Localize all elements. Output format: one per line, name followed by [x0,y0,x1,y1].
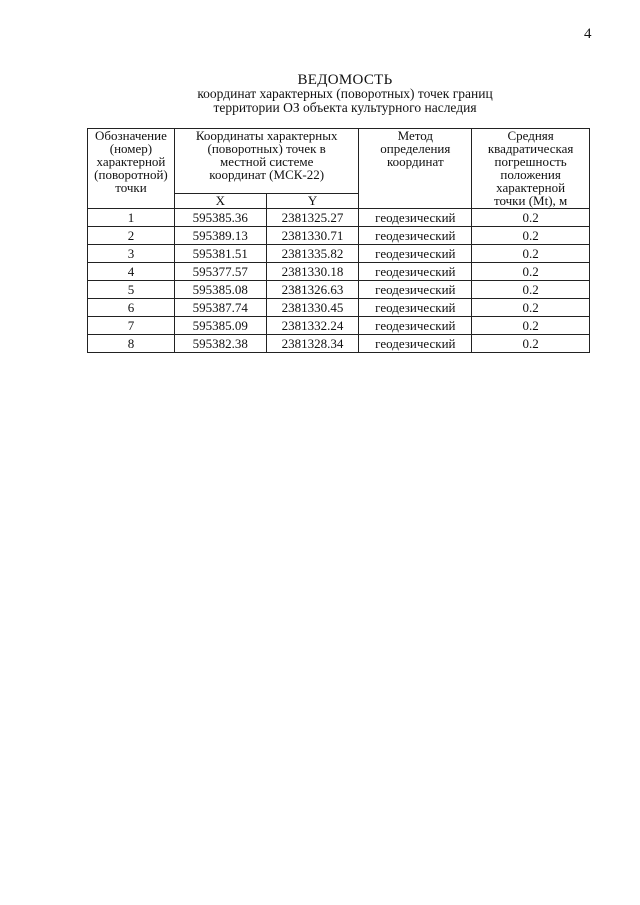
header-x: X [174,194,266,209]
error-mt: 0.2 [472,281,590,299]
header-coordinates: Координаты характерных (поворотных) точек в местной системе координат (МСК-22) [174,129,359,194]
coord-y: 2381328.34 [266,335,359,353]
coord-x: 595385.08 [174,281,266,299]
table-row [88,299,590,317]
coord-y: 2381330.71 [266,227,359,245]
title-line-1: координат характерных (поворотных) точек границ [197,86,493,101]
method: геодезический [359,263,472,281]
coord-y: 2381325.27 [266,209,359,227]
method: геодезический [359,227,472,245]
coordinates-table [87,128,590,353]
method: геодезический [359,209,472,227]
point-number: 6 [88,299,175,317]
method: геодезический [359,245,472,263]
error-mt: 0.2 [472,263,590,281]
point-number: 2 [88,227,175,245]
coord-y: 2381335.82 [266,245,359,263]
coord-y: 2381330.18 [266,263,359,281]
error-mt: 0.2 [472,209,590,227]
method: геодезический [359,299,472,317]
method: геодезический [359,281,472,299]
point-number: 4 [88,263,175,281]
point-number: 7 [88,317,175,335]
header-method: Метод определения координат [359,129,472,209]
table-row [88,227,590,245]
point-number: 1 [88,209,175,227]
coord-x: 595377.57 [174,263,266,281]
coord-x: 595382.38 [174,335,266,353]
coord-x: 595385.09 [174,317,266,335]
coord-y: 2381330.45 [266,299,359,317]
error-mt: 0.2 [472,227,590,245]
error-mt: 0.2 [472,317,590,335]
page-number: 4 [584,26,592,42]
coord-x: 595389.13 [174,227,266,245]
title-line-2: территории ОЗ объекта культурного наследия [213,100,477,115]
table-row [88,209,590,227]
method: геодезический [359,335,472,353]
coord-y: 2381332.24 [266,317,359,335]
document-title [160,73,530,115]
header-number: Обозначение (номер) характерной (поворотной) точки [88,129,175,209]
table-row [88,245,590,263]
table-row [88,263,590,281]
title-main: ВЕДОМОСТЬ [297,72,393,88]
error-mt: 0.2 [472,335,590,353]
table-row [88,335,590,353]
header-y: Y [266,194,359,209]
coord-x: 595387.74 [174,299,266,317]
header-error: Средняя квадратическая погрешность положения характерной точки (Mt), м [472,129,590,209]
table-row [88,281,590,299]
coord-x: 595381.51 [174,245,266,263]
coord-x: 595385.36 [174,209,266,227]
coord-y: 2381326.63 [266,281,359,299]
error-mt: 0.2 [472,299,590,317]
error-mt: 0.2 [472,245,590,263]
method: геодезический [359,317,472,335]
table-row [88,317,590,335]
point-number: 5 [88,281,175,299]
point-number: 8 [88,335,175,353]
point-number: 3 [88,245,175,263]
